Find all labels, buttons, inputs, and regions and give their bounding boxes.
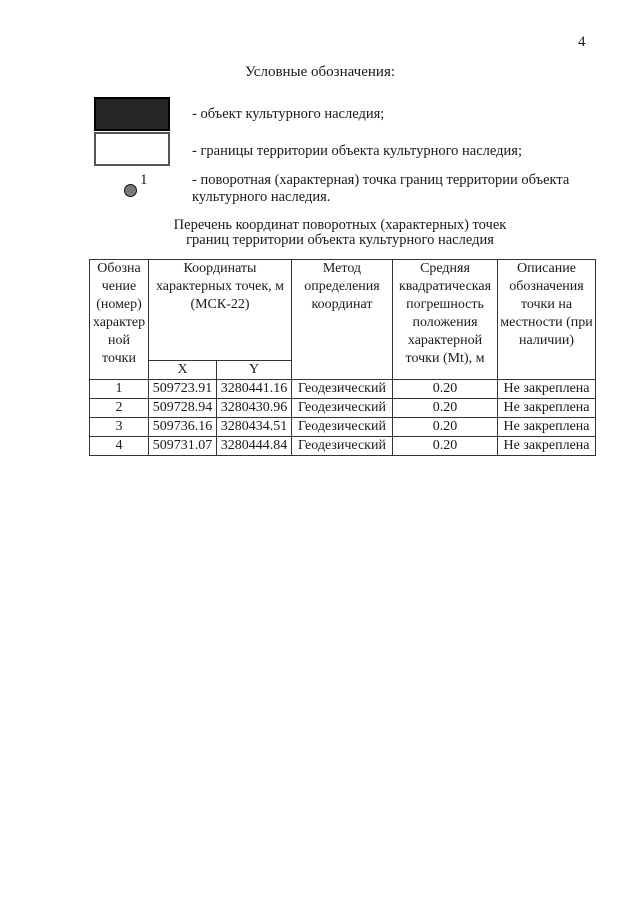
turning-point-label: 1 xyxy=(140,172,148,188)
header-description: Описание обозначения точки на местности (при наличии) xyxy=(498,260,596,380)
cell-x: 509728.94 xyxy=(149,399,217,418)
cell-desc: Не закреплена xyxy=(498,437,596,456)
legend-item-border: - границы территории объекта культурного наследия; xyxy=(192,143,522,159)
header-method: Метод определения координат xyxy=(292,260,393,380)
cell-y: 3280434.51 xyxy=(217,418,292,437)
header-x: X xyxy=(149,361,217,380)
header-y: Y xyxy=(217,361,292,380)
list-title-line1: Перечень координат поворотных (характерных) точек xyxy=(173,217,507,233)
cell-error: 0.20 xyxy=(393,399,498,418)
cell-y: 3280441.16 xyxy=(217,380,292,399)
cell-method: Геодезический xyxy=(292,437,393,456)
cell-error: 0.20 xyxy=(393,418,498,437)
legend-item-object: - объект культурного наследия; xyxy=(192,106,385,122)
cell-n: 3 xyxy=(90,418,149,437)
coordinates-table xyxy=(89,259,596,456)
cell-method: Геодезический xyxy=(292,418,393,437)
territory-border-swatch xyxy=(94,132,170,166)
page-number: 4 xyxy=(578,34,586,50)
cell-x: 509731.07 xyxy=(149,437,217,456)
table-row xyxy=(90,437,596,456)
cell-y: 3280430.96 xyxy=(217,399,292,418)
coordinates-list-title xyxy=(0,218,640,248)
table-row xyxy=(90,380,596,399)
table-row xyxy=(90,418,596,437)
cell-n: 1 xyxy=(90,380,149,399)
turning-point-icon xyxy=(124,184,137,197)
header-designation: Обозна чение (номер) характер ной точки xyxy=(90,260,149,380)
table-row xyxy=(90,399,596,418)
cell-x: 509736.16 xyxy=(149,418,217,437)
cell-n: 4 xyxy=(90,437,149,456)
cell-method: Геодезический xyxy=(292,399,393,418)
cell-error: 0.20 xyxy=(393,437,498,456)
legend-title: Условные обозначения: xyxy=(244,64,396,80)
legend-item-point: - поворотная (характерная) точка границ территории объекта культурного наследия. xyxy=(192,172,570,205)
cell-y: 3280444.84 xyxy=(217,437,292,456)
header-error: Средняя квадратическая погрешность положения характерной точки (Mt), м xyxy=(393,260,498,380)
cell-desc: Не закреплена xyxy=(498,418,596,437)
cell-x: 509723.91 xyxy=(149,380,217,399)
cell-desc: Не закреплена xyxy=(498,399,596,418)
cultural-object-swatch xyxy=(94,97,170,131)
cell-method: Геодезический xyxy=(292,380,393,399)
cell-desc: Не закреплена xyxy=(498,380,596,399)
cell-n: 2 xyxy=(90,399,149,418)
list-title-line2: границ территории объекта культурного наследия xyxy=(186,232,494,248)
cell-error: 0.20 xyxy=(393,380,498,399)
header-coords: Координаты характерных точек, м (МСК-22) xyxy=(149,260,292,361)
